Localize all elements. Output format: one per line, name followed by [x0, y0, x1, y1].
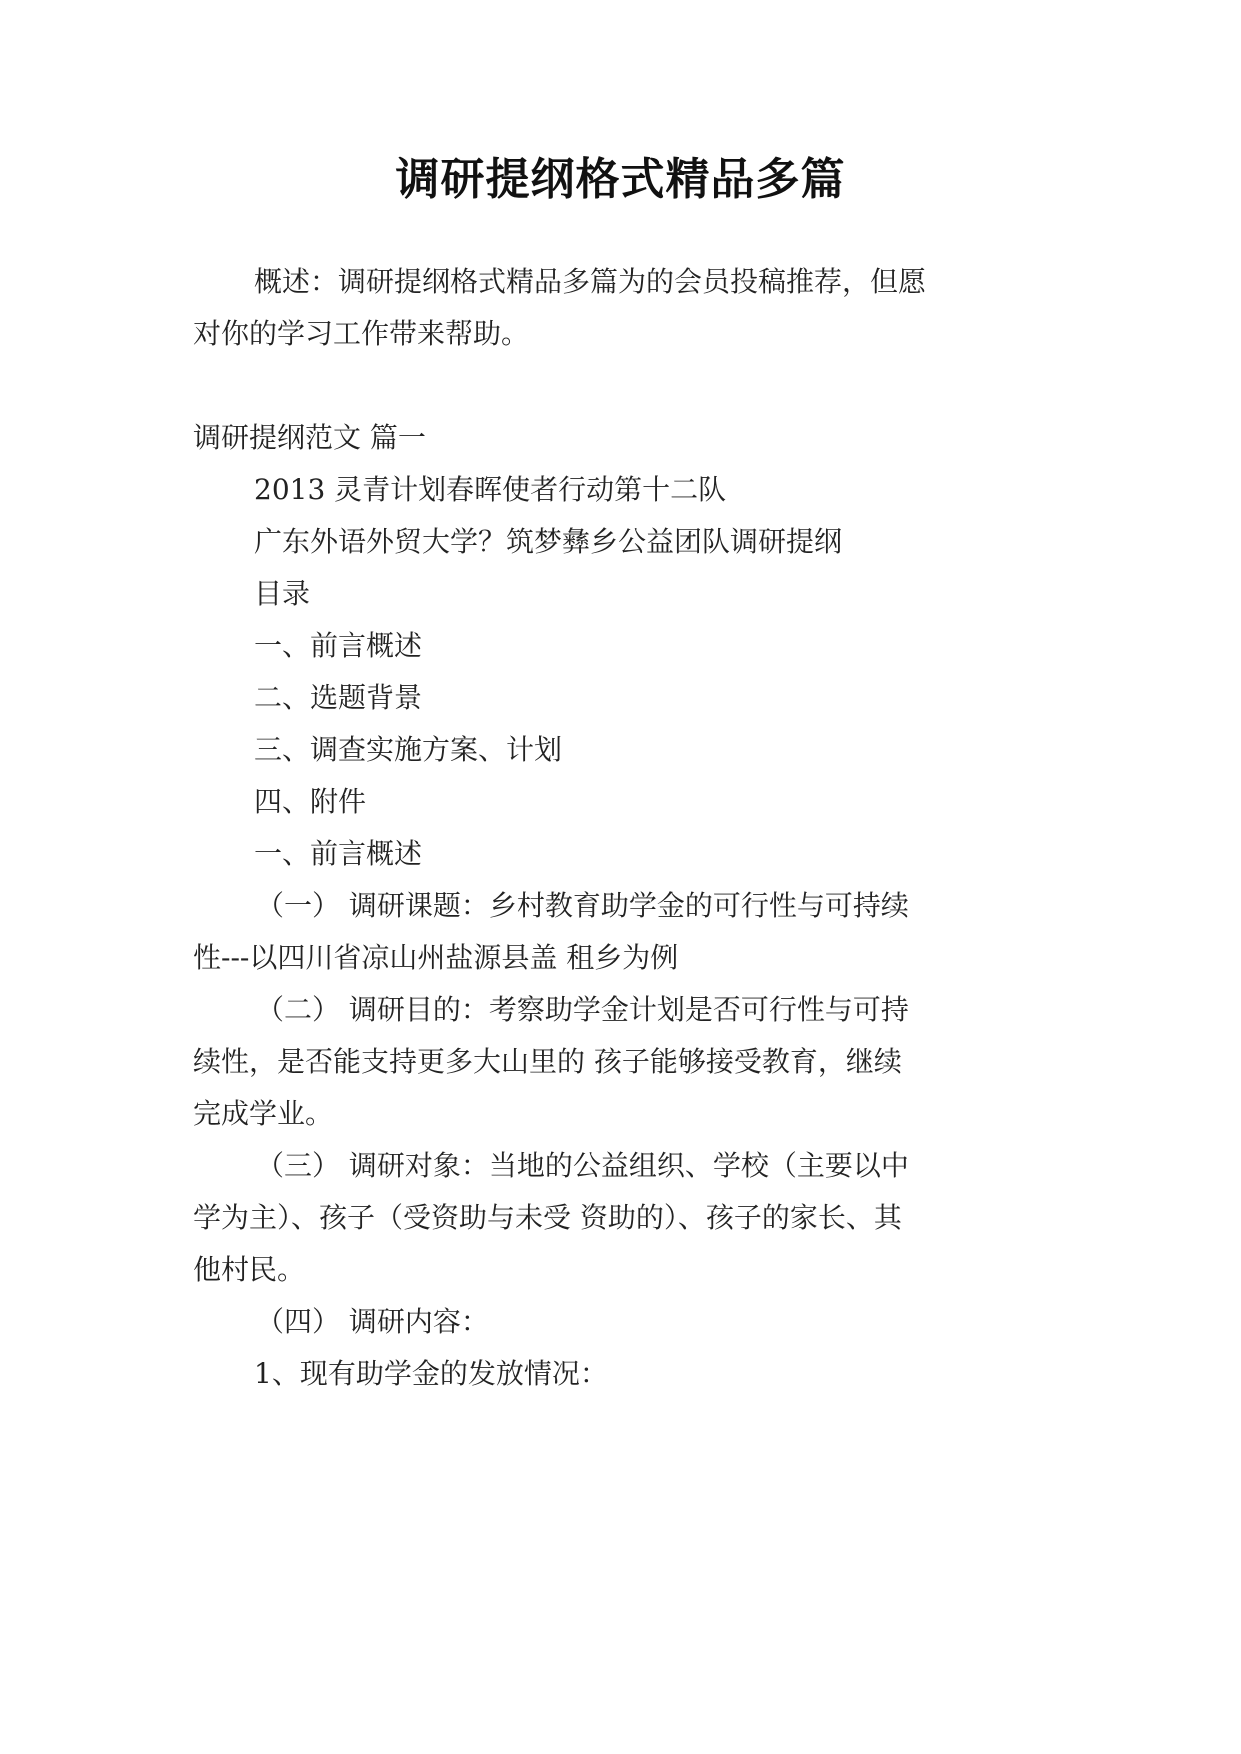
section-title: 一、前言概述 — [254, 837, 423, 870]
paragraph-line: （三） 调研对象：当地的公益组织、学校（主要以中 — [256, 1149, 909, 1182]
paragraph-line: 完成学业。 — [193, 1097, 334, 1130]
paragraph-line: 1、现有助学金的发放情况： — [254, 1357, 608, 1390]
section-heading: 调研提纲范文 篇一 — [193, 421, 426, 454]
paragraph-line: （一） 调研课题：乡村教育助学金的可行性与可持续 — [256, 889, 909, 922]
paragraph-line: （四） 调研内容： — [256, 1305, 489, 1338]
paragraph-line: 他村民。 — [193, 1253, 306, 1286]
document-title: 调研提纲格式精品多篇 — [395, 154, 846, 205]
body-line: 广东外语外贸大学？筑梦彝乡公益团队调研提纲 — [254, 525, 843, 558]
paragraph-line: 续性，是否能支持更多大山里的 孩子能够接受教育，继续 — [193, 1045, 902, 1078]
paragraph-line: 性---以四川省凉山州盐源县盖 租乡为例 — [193, 941, 679, 974]
toc-item: 二、选题背景 — [254, 681, 423, 714]
toc-item: 四、附件 — [254, 785, 367, 818]
toc-heading: 目录 — [254, 577, 311, 610]
body-line: 2013 灵青计划春晖使者行动第十二队 — [254, 473, 727, 506]
toc-item: 三、调查实施方案、计划 — [254, 733, 563, 766]
summary-line-2: 对你的学习工作带来帮助。 — [193, 317, 530, 350]
paragraph-line: （二） 调研目的：考察助学金计划是否可行性与可持 — [256, 993, 909, 1026]
paragraph-line: 学为主）、孩子（受资助与未受 资助的）、孩子的家长、其 — [193, 1201, 902, 1234]
toc-item: 一、前言概述 — [254, 629, 423, 662]
summary-line-1: 概述：调研提纲格式精品多篇为的会员投稿推荐，但愿 — [254, 265, 927, 298]
